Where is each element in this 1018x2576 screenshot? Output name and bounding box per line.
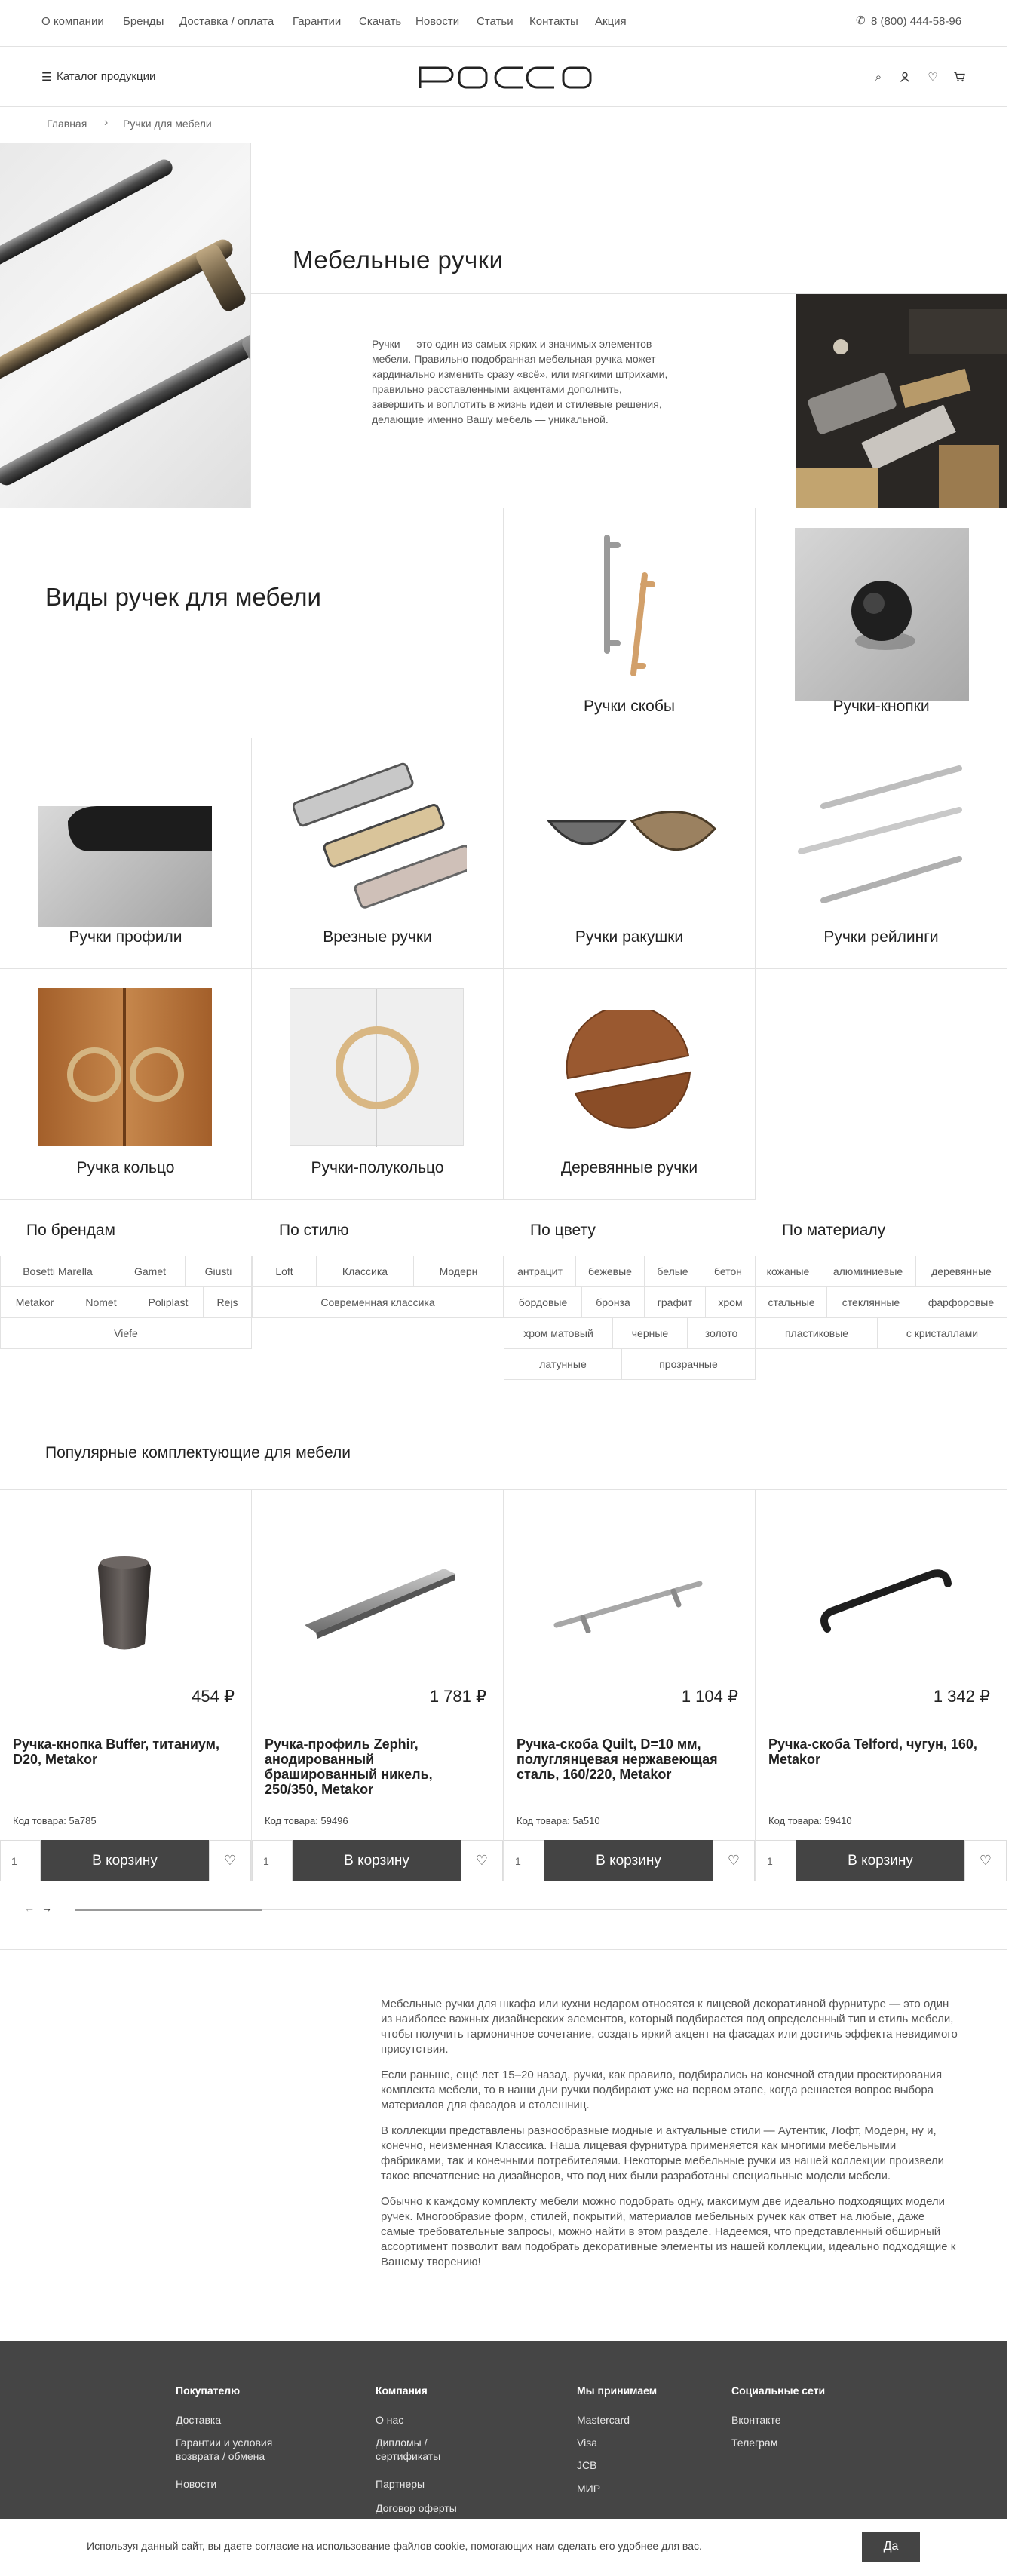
type-card-staples[interactable] — [504, 508, 756, 738]
popular-title: Популярные комплектующие для мебели — [45, 1444, 351, 1461]
favorite-button[interactable] — [713, 1840, 755, 1881]
types-title: Виды ручек для мебели — [45, 583, 321, 611]
top-link-contacts[interactable]: Контакты — [529, 15, 578, 28]
footer-title: Социальные сети — [731, 2384, 826, 2397]
type-card-wooden[interactable] — [504, 969, 756, 1200]
type-label-staples: Ручки скобы — [584, 698, 675, 715]
heart-icon: ♡ — [223, 1853, 237, 1868]
staple-handle-image — [592, 530, 667, 681]
top-bar — [0, 0, 1007, 47]
carousel-next-arrow[interactable]: → — [41, 1902, 52, 1914]
footer-link[interactable]: Договор оферты — [376, 2502, 457, 2514]
search-icon[interactable]: ⌕ — [875, 70, 882, 84]
profile-image — [38, 806, 212, 927]
filter-chip-color[interactable]: латунные — [504, 1348, 622, 1380]
hero-description-cell — [250, 294, 796, 508]
hero-image-box — [796, 294, 1007, 508]
filter-chip-style[interactable]: Модерн — [413, 1256, 504, 1287]
quantity-input[interactable]: 1 — [252, 1840, 293, 1881]
phone-number[interactable]: 8 (800) 444-58-96 — [871, 15, 962, 28]
filter-chip-color[interactable]: бордовые — [504, 1286, 582, 1318]
type-card-knobs[interactable] — [756, 508, 1007, 738]
footer-link[interactable]: О нас — [376, 2414, 404, 2426]
filter-chip-color[interactable]: бетон — [701, 1256, 756, 1287]
filter-chip-color[interactable]: золото — [687, 1317, 756, 1349]
breadcrumb-home[interactable]: Главная — [47, 118, 87, 130]
footer-link[interactable]: Дипломы / сертификаты — [376, 2436, 441, 2462]
product-code: Код товара: 59496 — [265, 1815, 348, 1826]
quantity-input[interactable]: 1 — [504, 1840, 544, 1881]
type-label-knobs: Ручки-кнопки — [832, 698, 930, 715]
top-link-about[interactable]: О компании — [41, 15, 104, 28]
type-card-ring[interactable] — [0, 969, 252, 1200]
filter-chip-material[interactable]: стальные — [756, 1286, 827, 1318]
filter-chip-brand[interactable]: Bosetti Marella — [0, 1256, 115, 1287]
top-link-news[interactable]: Новости — [415, 15, 460, 28]
filter-chip-material[interactable]: алюминиевые — [820, 1256, 916, 1287]
filter-chip-brand[interactable]: Gamet — [115, 1256, 186, 1287]
heart-icon: ♡ — [727, 1853, 741, 1868]
seo-paragraph: Мебельные ручки для шкафа или кухни недаром относятся к лицевой декоративной фурнитуре — это один из наиболее важных дизайнерских элементов, который подбирается под определенный тип и стиль мебели, чтобы получить гармоничное сочетание, создать яркий акцент на фасадах или достичь эффекта невидимого присутствия. — [381, 1998, 958, 2056]
top-link-download[interactable]: Скачать — [359, 15, 402, 28]
filter-chip-brand[interactable]: Giusti — [185, 1256, 252, 1287]
add-to-cart-button[interactable]: В корзину — [41, 1840, 209, 1881]
product-card[interactable] — [504, 1489, 756, 1881]
product-code: Код товара: 5a510 — [517, 1815, 600, 1826]
filter-chip-color[interactable]: белые — [644, 1256, 701, 1287]
footer-link[interactable]: Гарантии и условия возврата / обмена — [176, 2436, 273, 2462]
filter-chip-color[interactable]: графит — [644, 1286, 706, 1318]
favorite-button[interactable] — [209, 1840, 251, 1881]
heart-icon[interactable]: ♡ — [928, 71, 938, 84]
footer-link-vk[interactable]: Вконтакте — [731, 2414, 781, 2426]
menu-icon[interactable]: ☰ — [41, 71, 52, 84]
filter-title-brands: По брендам — [26, 1222, 115, 1239]
footer-payment: Visa — [577, 2436, 597, 2449]
favorite-button[interactable] — [964, 1840, 1007, 1881]
product-image — [83, 1553, 166, 1659]
footer-payment: JCB — [577, 2459, 597, 2471]
footer-link-telegram[interactable]: Телеграм — [731, 2436, 778, 2449]
footer-link[interactable]: Партнеры — [376, 2478, 425, 2490]
product-code: Код товара: 59410 — [768, 1815, 852, 1826]
catalog-button[interactable]: Каталог продукции — [57, 70, 156, 83]
filter-chip-color[interactable]: антрацит — [504, 1256, 576, 1287]
cookie-accept-button[interactable]: Да — [862, 2532, 920, 2562]
add-to-cart-button[interactable]: В корзину — [293, 1840, 461, 1881]
footer-payment: Mastercard — [577, 2414, 630, 2426]
add-to-cart-button[interactable]: В корзину — [544, 1840, 713, 1881]
rail-handle-image — [793, 761, 974, 912]
filter-chip-material[interactable]: кожаные — [756, 1256, 820, 1287]
footer-link[interactable]: Доставка — [176, 2414, 222, 2426]
inset-handle-image — [293, 761, 467, 912]
product-image — [301, 1565, 459, 1640]
hero-title-cell — [250, 143, 796, 294]
product-price: 1 342 ₽ — [933, 1687, 990, 1706]
filter-chip-brand[interactable]: Nomet — [69, 1286, 133, 1318]
filter-chip-style[interactable]: Классика — [316, 1256, 414, 1287]
shell-handle-image — [541, 791, 722, 882]
top-link-brands[interactable]: Бренды — [123, 15, 164, 28]
filter-chip-material[interactable]: с кристаллами — [877, 1317, 1007, 1349]
filter-chip-color[interactable]: хром — [705, 1286, 756, 1318]
product-card[interactable] — [252, 1489, 504, 1881]
seo-paragraph: Если раньше, ещё лет 15–20 назад, ручки, как правило, подбирались на конечной стадии проектирования комплекта мебели, то в наши дни ручки подбирают уже на первом этапе, когда решается вопрос выбора материалов для фасадов и столешниц. — [381, 2068, 943, 2111]
carousel-scrollbar[interactable] — [75, 1909, 1007, 1910]
top-link-guarantee[interactable]: Гарантии — [293, 15, 342, 28]
header — [0, 47, 1007, 107]
product-price: 454 ₽ — [192, 1687, 235, 1706]
cookie-banner — [0, 2519, 1007, 2576]
filter-chip-material[interactable]: стеклянные — [826, 1286, 915, 1318]
user-icon[interactable] — [896, 68, 914, 86]
footer-payment: МИР — [577, 2482, 601, 2495]
footer-link[interactable]: Новости — [176, 2478, 217, 2490]
product-name[interactable]: Ручка-скоба Telford, чугун, 160, Metakor — [768, 1737, 977, 1767]
filter-chip-brand[interactable]: Viefe — [0, 1317, 252, 1349]
type-card-inset[interactable] — [252, 738, 504, 969]
product-image — [549, 1572, 707, 1633]
footer-title: Компания — [376, 2384, 428, 2397]
filter-chip-color[interactable]: бронза — [581, 1286, 645, 1318]
filter-title-color: По цвету — [530, 1222, 596, 1239]
seo-paragraph: В коллекции представлены разнообразные модные и актуальные стили — Аутентик, Лофт, Модерн, ну и, конечно, неизменная Классика. Наша лицевая фурнитура применяется как многими мебельными фабриками, так и конечными потребителями. Некоторые мебельные ручки из нашей коллекции произвели такое впечатление на дизайнеров, что под них были разработаны специальные модели мебели. — [381, 2124, 945, 2182]
wooden-handle-image — [560, 1010, 696, 1131]
favorite-button[interactable] — [461, 1840, 503, 1881]
product-name[interactable]: Ручка-профиль Zephir, анодированный брашированный никель, 250/350, Metakor — [265, 1737, 433, 1797]
product-image — [812, 1565, 955, 1640]
type-card-profiles[interactable] — [0, 738, 252, 969]
quantity-input[interactable]: 1 — [756, 1840, 796, 1881]
product-name[interactable]: Ручка-кнопка Buffer, титаниум, D20, Metakor — [13, 1737, 219, 1767]
knob-image — [795, 528, 969, 701]
footer-title: Мы принимаем — [577, 2384, 658, 2397]
type-label-inset: Врезные ручки — [323, 928, 432, 946]
heart-icon: ♡ — [475, 1853, 489, 1868]
add-to-cart-button[interactable]: В корзину — [796, 1840, 964, 1881]
heart-icon: ♡ — [979, 1853, 992, 1868]
type-label-profiles: Ручки профили — [69, 928, 182, 946]
product-price: 1 781 ₽ — [429, 1687, 486, 1706]
product-card[interactable] — [0, 1489, 252, 1881]
product-price: 1 104 ₽ — [681, 1687, 738, 1706]
carousel-scrollbar-thumb[interactable] — [75, 1909, 262, 1911]
quantity-input[interactable]: 1 — [0, 1840, 41, 1881]
product-name[interactable]: Ручка-скоба Quilt, D=10 мм, полуглянцевая нержавеющая сталь, 160/220, Metakor — [517, 1737, 718, 1782]
seo-text — [381, 1997, 961, 2280]
top-link-promo[interactable]: Акция — [595, 15, 627, 28]
type-label-half-ring: Ручки-полукольцо — [311, 1159, 444, 1176]
breadcrumb-current: Ручки для мебели — [123, 118, 212, 130]
filter-chip-brand[interactable]: Rejs — [203, 1286, 252, 1318]
types-title-cell — [0, 508, 504, 738]
filter-chip-color[interactable]: хром матовый — [504, 1317, 613, 1349]
carousel-prev-arrow[interactable]: ← — [24, 1902, 35, 1914]
hero-corner-cell — [796, 143, 1007, 294]
filter-chip-style[interactable]: Современная классика — [252, 1286, 504, 1318]
filter-chip-brand[interactable]: Metakor — [0, 1286, 69, 1318]
product-code: Код товара: 5a785 — [13, 1815, 97, 1826]
type-label-ring: Ручка кольцо — [76, 1159, 175, 1176]
filter-title-style: По стилю — [279, 1222, 349, 1239]
top-link-articles[interactable]: Статьи — [477, 15, 514, 28]
hero-description: Ручки — это один из самых ярких и значимых элементов мебели. Правильно подобранная мебельная ручка может кардинально изменить сразу «всё», или мягкими штрихами, правильно расставленными акцентами дополнить, завершить и воплотить в жизнь идеи и стилевые решения, делающие именно Вашу мебель — уникальной. — [372, 338, 668, 425]
product-card[interactable] — [756, 1489, 1007, 1881]
half-ring-image — [290, 988, 464, 1146]
seo-paragraph: Обычно к каждому комплекту мебели можно подобрать одну, максимум две идеально подходящих модели ручек. Многообразие форм, стилей, покрытий, материалов мебельных ручек как ответ на любые, даже самые требовательные запросы, можно найти в этом разделе. Надеемся, что представленный обширный ассортимент позволит вам подобрать декоративные элементы из нашей коллекции, идеально подходящие к Вашему творению! — [381, 2195, 956, 2268]
phone-icon: ✆ — [856, 14, 866, 27]
breadcrumb-separator: › — [104, 116, 109, 129]
type-card-shells[interactable] — [504, 738, 756, 969]
filter-title-material: По материалу — [782, 1222, 886, 1239]
filter-chip-material[interactable]: пластиковые — [756, 1317, 878, 1349]
hero-image-handles — [0, 143, 250, 508]
cookie-text: Используя данный сайт, вы даете согласие на использование файлов cookie, помогающих нам сделать его удобнее для вас. — [87, 2540, 702, 2552]
type-label-shells: Ручки ракушки — [575, 928, 684, 946]
cart-icon[interactable] — [950, 68, 968, 86]
page-title: Мебельные ручки — [293, 246, 504, 274]
breadcrumb — [0, 107, 1007, 143]
filter-chip-color[interactable]: черные — [612, 1317, 688, 1349]
type-label-wooden: Деревянные ручки — [560, 1159, 698, 1176]
filter-chip-material[interactable]: деревянные — [915, 1256, 1007, 1287]
footer-title: Покупателю — [176, 2384, 241, 2397]
ring-handle-image — [38, 988, 212, 1146]
filter-chip-material[interactable]: фарфоровые — [915, 1286, 1007, 1318]
logo[interactable] — [419, 66, 592, 90]
filter-chip-style[interactable]: Loft — [252, 1256, 317, 1287]
filter-chip-color[interactable]: прозрачные — [621, 1348, 756, 1380]
filter-chip-brand[interactable]: Poliplast — [133, 1286, 204, 1318]
type-card-rails[interactable] — [756, 738, 1007, 969]
top-link-delivery[interactable]: Доставка / оплата — [179, 15, 274, 28]
filter-chip-color[interactable]: бежевые — [575, 1256, 645, 1287]
type-card-half-ring[interactable] — [252, 969, 504, 1200]
type-label-rails: Ручки рейлинги — [823, 928, 939, 946]
